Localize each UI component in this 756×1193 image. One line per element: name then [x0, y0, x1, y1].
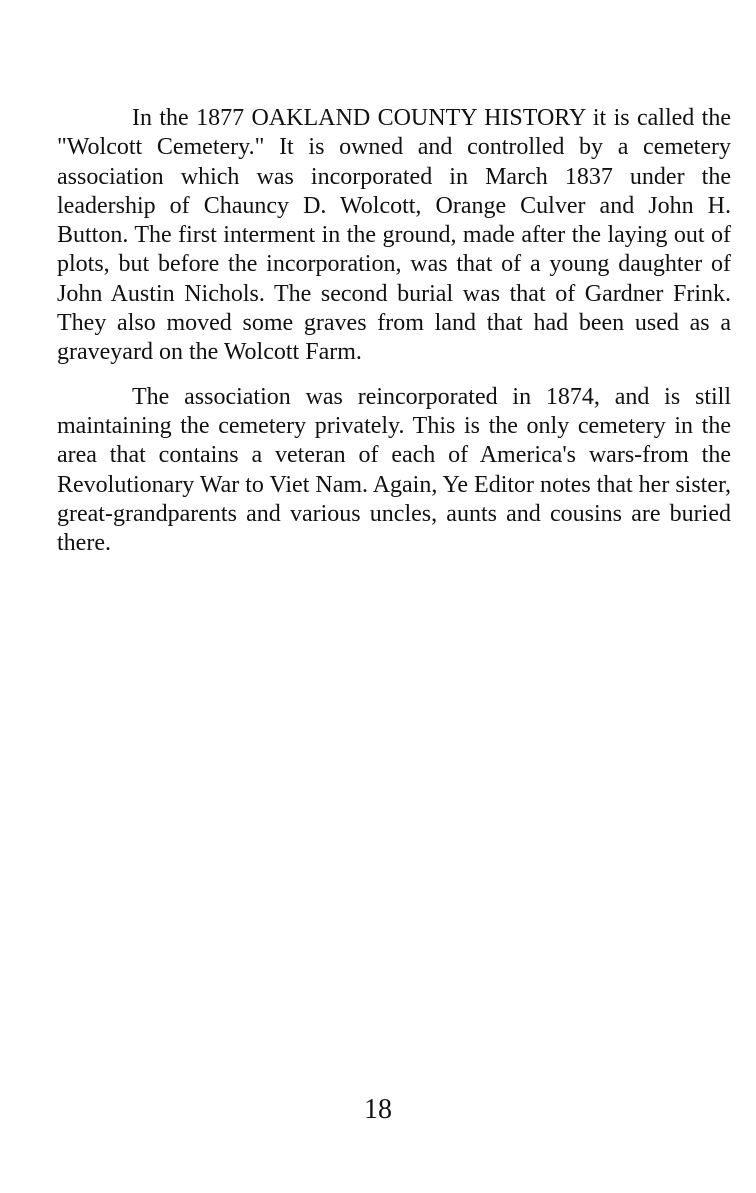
body-text — [57, 104, 731, 558]
paragraph-wolcott-cemetery-history: In the 1877 OAKLAND COUNTY HISTORY it is called the "Wolcott Cemetery." It is owned and controlled by a cemetery association which was incorporated in March 1837 under the leadership of Chauncy D. Wolcott, Orange Culver and John H. Button. The first interment in the ground, made after the laying out of plots, but before the incorporation, was that of a young daughter of John Austin Nichols. The second burial was that of Gardner Frink. They also moved some graves from land that had been used as a graveyard on the Wolcott Farm. — [57, 105, 731, 366]
paragraph-association-reincorporation: The association was reincorporated in 1874, and is still maintaining the cemetery privately. This is the only cemetery in the area that contains a veteran of each of America's wars-from the Revolutionary War to Viet Nam. Again, Ye Editor notes that her sister, great-grandparents and various uncles, aunts and cousins are buried there. — [57, 383, 732, 557]
page-number: 18 — [364, 1094, 392, 1125]
